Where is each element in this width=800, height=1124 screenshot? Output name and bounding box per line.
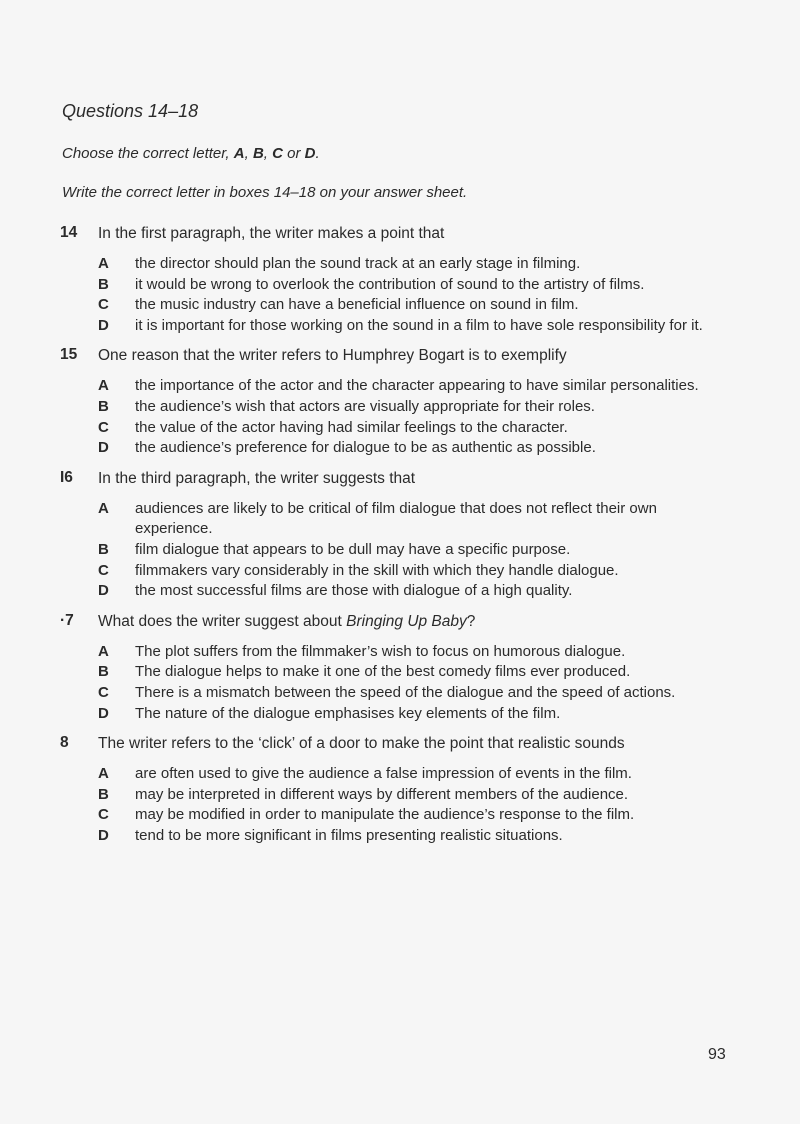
question-stem: The writer refers to the ‘click’ of a door to make the point that realistic sounds bbox=[98, 735, 625, 753]
option-letter: B bbox=[98, 785, 109, 803]
option-letter: C bbox=[98, 296, 109, 314]
option-letter: A bbox=[98, 255, 109, 272]
answer-option bbox=[98, 418, 738, 439]
option-letter: A bbox=[98, 765, 109, 783]
option-letter: C bbox=[98, 418, 109, 436]
letter-d-emphasis: D bbox=[304, 145, 316, 162]
option-text: There is a mismatch between the speed of the dialogue and the speed of actions. bbox=[135, 683, 676, 701]
answer-option bbox=[98, 499, 738, 540]
question-stem: In the first paragraph, the writer makes a point that bbox=[98, 225, 445, 242]
answer-option bbox=[98, 826, 738, 847]
option-letter: B bbox=[98, 397, 109, 415]
option-text: the audience’s preference for dialogue to be as authentic as possible. bbox=[135, 439, 596, 457]
instruction-end: . bbox=[315, 145, 320, 162]
answer-option bbox=[98, 683, 738, 704]
instruction-choose-letter bbox=[62, 145, 320, 162]
option-letter: B bbox=[98, 275, 109, 293]
question-number: 14 bbox=[60, 224, 78, 241]
answer-option bbox=[98, 376, 738, 397]
answer-option bbox=[98, 438, 738, 459]
instruction-answer-sheet: Write the correct letter in boxes 14–18 on your answer sheet. bbox=[62, 184, 468, 201]
answer-option bbox=[98, 295, 738, 316]
answer-option bbox=[98, 540, 738, 561]
page-number: 93 bbox=[708, 1046, 726, 1063]
option-letter: B bbox=[98, 663, 109, 681]
question-item bbox=[0, 469, 800, 602]
option-letter: D bbox=[98, 439, 109, 457]
answer-option bbox=[98, 397, 738, 418]
question-number: 8 bbox=[60, 734, 69, 752]
instruction-separator: , bbox=[263, 145, 273, 162]
section-heading: Questions 14–18 bbox=[62, 101, 199, 121]
option-text: filmmakers vary considerably in the skill with which they handle dialogue. bbox=[135, 561, 619, 579]
option-text: may be modified in order to manipulate the audience’s response to the film. bbox=[135, 806, 635, 824]
question-item bbox=[0, 734, 800, 846]
option-letter: A bbox=[98, 377, 109, 395]
letter-b-emphasis: B bbox=[252, 145, 264, 162]
option-text: the music industry can have a beneficial influence on sound in film. bbox=[135, 296, 579, 314]
answer-option bbox=[98, 561, 738, 582]
answer-option bbox=[98, 642, 738, 663]
option-letter: C bbox=[98, 806, 109, 824]
instruction-text: Choose the correct letter, bbox=[62, 145, 234, 162]
question-stem: One reason that the writer refers to Humphrey Bogart is to exemplify bbox=[98, 347, 567, 365]
question-number: 15 bbox=[60, 346, 78, 364]
option-letter: C bbox=[98, 561, 109, 579]
answer-option bbox=[98, 704, 738, 725]
stem-text: What does the writer suggest about bbox=[98, 612, 347, 630]
option-text: The nature of the dialogue emphasises key elements of the film. bbox=[135, 704, 561, 722]
option-text: audiences are likely to be critical of film dialogue that does not reflect their own experience. bbox=[135, 499, 657, 538]
question-list bbox=[0, 224, 800, 856]
question-item bbox=[0, 224, 800, 336]
option-text: the importance of the actor and the character appearing to have similar personalities. bbox=[135, 377, 699, 395]
answer-option bbox=[98, 316, 738, 337]
option-letter: D bbox=[98, 826, 109, 844]
question-item bbox=[0, 612, 800, 724]
option-letter: B bbox=[98, 540, 109, 558]
instruction-separator: or bbox=[282, 145, 305, 162]
option-text: the director should plan the sound track at an early stage in filming. bbox=[135, 255, 581, 272]
option-letter: D bbox=[98, 704, 109, 722]
answer-option bbox=[98, 805, 738, 826]
option-text: the most successful films are those with dialogue of a high quality. bbox=[135, 582, 573, 600]
option-text: it is important for those working on the sound in a film to have sole responsibility for it. bbox=[135, 316, 703, 334]
answer-option bbox=[98, 581, 738, 602]
option-letter: A bbox=[98, 499, 109, 517]
option-letter: D bbox=[98, 316, 109, 334]
letter-c-emphasis: C bbox=[272, 145, 283, 162]
question-number: I6 bbox=[60, 468, 73, 486]
option-text: the audience’s wish that actors are visually appropriate for their roles. bbox=[135, 397, 595, 415]
option-letter: C bbox=[98, 683, 109, 701]
stem-end: ? bbox=[466, 612, 476, 630]
option-text: may be interpreted in different ways by different members of the audience. bbox=[135, 785, 629, 803]
answer-option bbox=[98, 764, 738, 785]
option-letter: D bbox=[98, 582, 109, 600]
option-text: the value of the actor having had similar feelings to the character. bbox=[135, 418, 568, 436]
option-text: film dialogue that appears to be dull may have a specific purpose. bbox=[135, 540, 571, 558]
instruction-separator: , bbox=[244, 145, 253, 162]
question-item bbox=[0, 346, 800, 458]
question-stem: In the third paragraph, the writer suggests that bbox=[98, 469, 416, 487]
answer-option bbox=[98, 275, 738, 296]
option-letter: A bbox=[98, 642, 109, 660]
option-text: tend to be more significant in films presenting realistic situations. bbox=[135, 826, 563, 844]
answer-option bbox=[98, 785, 738, 806]
option-text: The plot suffers from the filmmaker’s wish to focus on humorous dialogue. bbox=[135, 642, 626, 660]
option-text: are often used to give the audience a false impression of events in the film. bbox=[135, 765, 632, 783]
question-number: ·7 bbox=[60, 611, 74, 629]
question-stem bbox=[98, 612, 800, 632]
option-text: it would be wrong to overlook the contribution of sound to the artistry of films. bbox=[135, 275, 645, 293]
answer-option bbox=[98, 254, 738, 275]
letter-a-emphasis: A bbox=[233, 145, 245, 162]
answer-option bbox=[98, 662, 738, 683]
option-text: The dialogue helps to make it one of the best comedy films ever produced. bbox=[135, 663, 631, 681]
film-title: Bringing Up Baby bbox=[346, 612, 467, 630]
